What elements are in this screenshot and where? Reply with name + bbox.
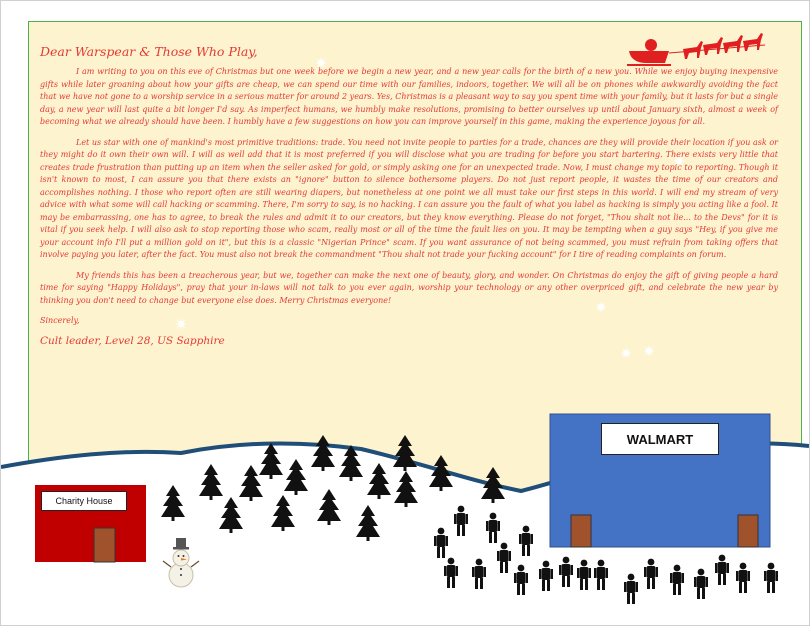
letter-body: [40, 44, 778, 348]
signature: Cult leader, Level 28, US Sapphire: [40, 334, 225, 347]
walmart-label: WALMART: [601, 423, 719, 455]
closing: Sincerely,: [40, 316, 80, 325]
walmart-door-right: [738, 515, 758, 547]
snowflake-icon: [621, 348, 631, 358]
paragraph-3: My friends this has been a treacherous year, but we, together can make the next one of beauty, glory, and wonder. On Christmas do enjoy the gift of giving people a hard time for saying "Happy Holidays", pray that your in-laws will not talk to you ever again, worship your technology or any other overpriced gift, and celebrate the new year by thinking you don't need to change but everyone else does. Merry Christmas everyone!: [40, 270, 778, 305]
paragraph-2: Let us star with one of mankind's most primitive traditions: trade. You need not invite people to parties for a trade, chances are they will provide their location if you ask or they might do it own their own will. I will as well add that it is most preferred if you will disclose what you are trading for before you start bartering. There exists very little that creates trade frustration than putting up an item when the seller asked for gold, or simply asking one for an unexpected trade. Now, I must change my topic to reporting. Though it isn't known to most, I can assure you that there exists an "ignore" button to silence bothersome players. Do not just report people, it wastes the time of our creators and accomplishes nothing. I those who report often are still wearing diapers, but nonetheless at one point we all must take our first steps in this world. I will end my stream of very advice with what some will call hacking or scamming. There, I'm sorry to say, is no hacking. I can assure you the fault of what you label as hacking is simply you acting like a fool. It may be embarrassing, one has to agree, to break the rules and admit it to our creators, but they know everything. Please do not forget, "Thou shalt not lie... to the Devs" for it is vital if you seek help. I will also ask to stop reporting those who scam, really most or all of the time the fault lies on you. It may be tempting when a guy says "Hey, if you give me your account info I'll put a million gold on it", but this is a classic "Nigerian Prince" scam. If you want assurance of not being scammed, you must refrain from taking offers that involve paying you later, after the fact. You must also not break the commandment "Thou shalt not trade your fucking account" for I tire of reading complaints on forum.: [40, 137, 778, 259]
walmart-door-left: [571, 515, 591, 547]
charity-house-label: Charity House: [41, 491, 127, 511]
salutation: Dear Warspear & Those Who Play,: [40, 44, 258, 59]
paragraph-1: I am writing to you on this eve of Christmas but one week before we begin a new year, and a new year calls for the birth of a new you. While we enjoy buying inexpensive gifts while later groaning about how your gifts are cheap, we can spend our time with our families, indoors, together. We will all be on phones while awkwardly avoiding the fact that we have not gone to a worship service in a serious matter for around 2 years. Yes, Christmas is a pleasant way to say you spent time with your family, but it lasts for but a single day, a new year will last quite a bit longer I'd say. As imperfect humans, we humbly make resolutions, promising to better ourselves up until about January sixth, almost a week of becoming what we already should have been. I humbly have a few suggestions on how you can improve yourself in this game, making the experience joyous for all.: [40, 67, 778, 126]
charity-door: [94, 528, 115, 562]
pine-tree-icon: [393, 435, 417, 471]
snowflake-icon: [644, 346, 654, 356]
